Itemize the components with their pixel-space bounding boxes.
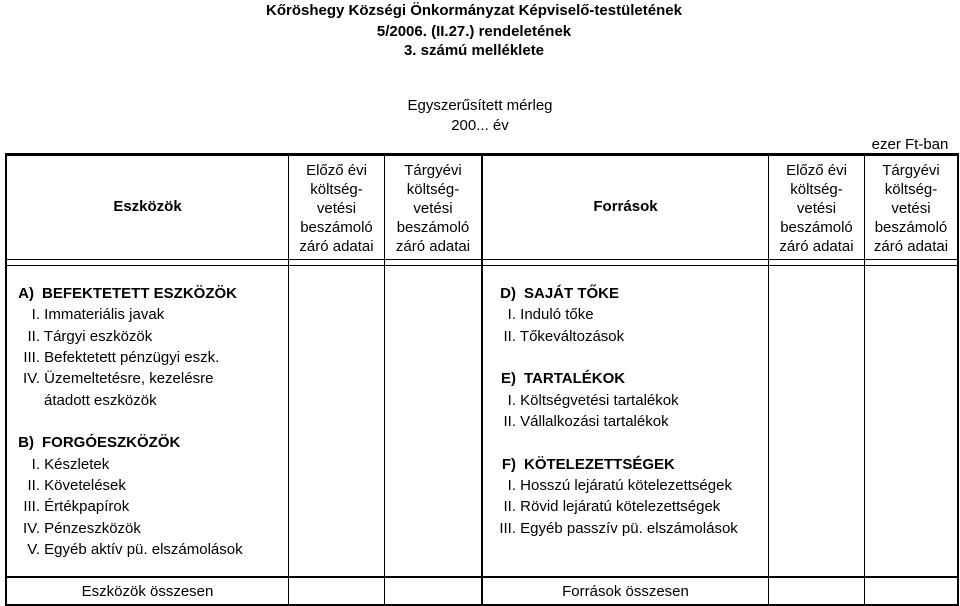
list-item: I. Költségvetési tartalékok	[507, 392, 679, 409]
assets-section-a: A) BEFEKTETETT ESZKÖZÖK	[18, 285, 237, 302]
list-item: V. Egyéb aktív pü. elszámolások	[27, 541, 243, 558]
list-item: III. Befektetett pénzügyi eszk.	[23, 349, 220, 366]
assets-section-b: B) FORGÓESZKÖZÖK	[18, 434, 181, 451]
list-item: I. Induló tőke	[507, 306, 594, 323]
sources-section-d: D) SAJÁT TŐKE	[500, 285, 620, 302]
list-item: III. Egyéb passzív pü. elszámolások	[499, 520, 738, 537]
list-item: II. Vállalkozási tartalékok	[503, 413, 669, 430]
list-item: IV. Üzemeltetésre, kezelésre	[23, 370, 214, 387]
decree-title: Kőröshegy Községi Önkormányzat Képviselő-testületének	[266, 2, 682, 19]
list-item: átadott eszközök	[44, 392, 157, 409]
list-item: I. Immateriális javak	[31, 306, 165, 323]
list-item: II. Rövid lejáratú kötelezettségek	[503, 498, 721, 515]
decree-number: 5/2006. (II.27.) rendeletének	[376, 23, 572, 40]
assets-prev-year-header: Előző évi költség- vetési beszámoló záró adatai	[299, 162, 374, 255]
annex-number: 3. számú melléklete	[403, 42, 545, 59]
balance-year: 200... év	[451, 117, 509, 134]
sources-section-e: E) TARTALÉKOK	[501, 370, 626, 387]
list-item: IV. Pénzeszközök	[23, 520, 141, 537]
sources-column-header: Források	[593, 198, 658, 215]
assets-curr-year-header: Tárgyévi költség- vetési beszámoló záró adatai	[395, 162, 471, 255]
unit-label: ezer Ft-ban	[871, 136, 949, 153]
sources-section-f: F) KÖTELEZETTSÉGEK	[501, 456, 675, 473]
sources-prev-year-header: Előző évi költség- vetési beszámoló záró adatai	[779, 162, 854, 255]
table-right-border	[957, 153, 959, 606]
assets-column-header: Eszközök	[113, 198, 182, 215]
assets-total-label: Eszközök összesen	[81, 583, 214, 600]
balance-title: Egyszerűsített mérleg	[407, 97, 553, 114]
list-item: I. Hosszú lejáratú kötelezettségek	[507, 477, 732, 494]
sources-total-label: Források összesen	[562, 583, 689, 600]
list-item: I. Készletek	[31, 456, 110, 473]
list-item: II. Követelések	[27, 477, 126, 494]
col-line-3	[481, 153, 483, 606]
list-item: II. Tárgyi eszközök	[27, 328, 153, 345]
sources-curr-year-header: Tárgyévi költség- vetési beszámoló záró adatai	[873, 162, 949, 255]
list-item: II. Tőkeváltozások	[503, 328, 625, 345]
list-item: III. Értékpapírok	[23, 498, 130, 515]
table-left-border	[5, 153, 7, 606]
